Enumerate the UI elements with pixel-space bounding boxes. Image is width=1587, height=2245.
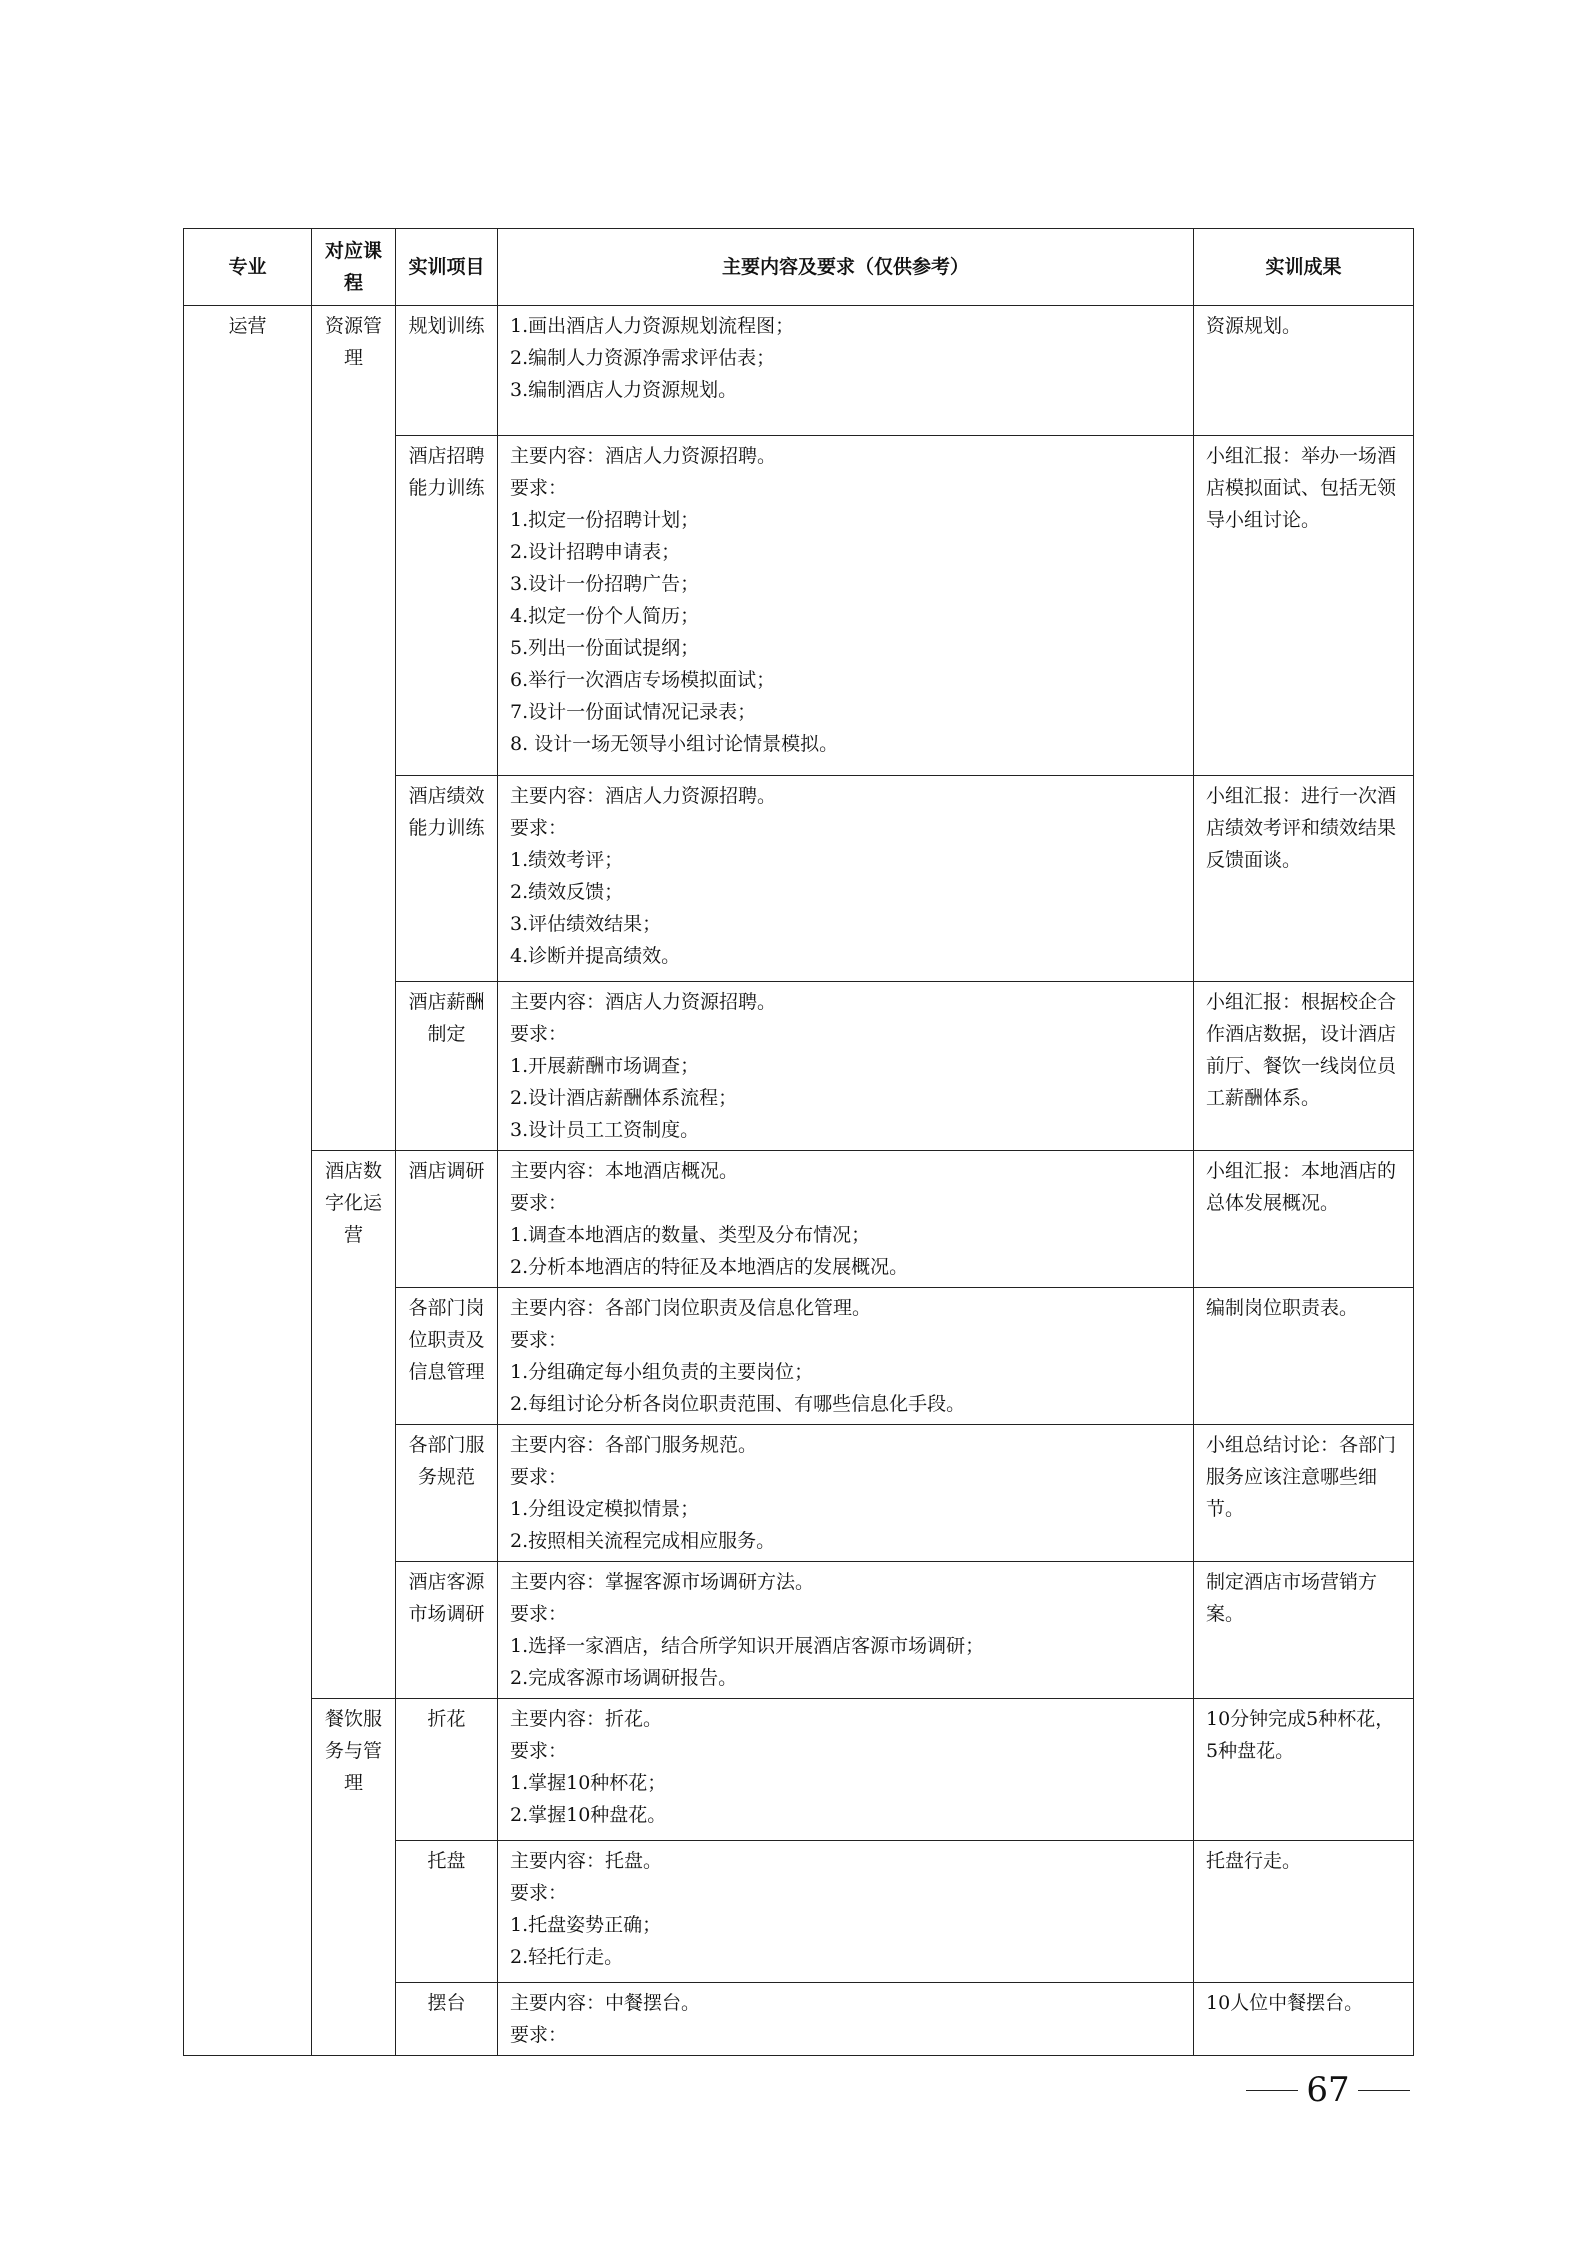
content-line: 2.设计酒店薪酬体系流程； (510, 1087, 738, 1109)
content-line: 1.调查本地酒店的数量、类型及分布情况； (510, 1224, 871, 1246)
result-cell: 10人位中餐摆台。 (1194, 1983, 1414, 2056)
content-cell (498, 1699, 1194, 1841)
project-cell: 酒店调研 (396, 1151, 498, 1288)
content-line: 2.轻托行走。 (510, 1946, 624, 1968)
result-cell: 小组汇报：进行一次酒店绩效考评和绩效结果反馈面谈。 (1194, 776, 1414, 982)
content-cell (498, 1288, 1194, 1425)
course-cell: 资源管理 (312, 306, 396, 1151)
content-line: 要求： (510, 1192, 568, 1214)
project-cell: 摆台 (396, 1983, 498, 2056)
content-line: 2.按照相关流程完成相应服务。 (510, 1530, 776, 1552)
content-line: 主要内容：本地酒店概况。 (510, 1160, 739, 1182)
content-line: 2.编制人力资源净需求评估表； (510, 347, 776, 369)
content-cell (498, 1151, 1194, 1288)
table-row (184, 1699, 1414, 1841)
content-line: 3.评估绩效结果； (510, 913, 662, 935)
content-cell (498, 776, 1194, 982)
content-line: 1.选择一家酒店，结合所学知识开展酒店客源市场调研； (510, 1635, 985, 1657)
result-cell: 小组汇报：根据校企合作酒店数据，设计酒店前厅、餐饮一线岗位员工薪酬体系。 (1194, 982, 1414, 1151)
project-cell: 折花 (396, 1699, 498, 1841)
project-cell: 酒店招聘能力训练 (396, 436, 498, 776)
content-line: 要求： (510, 1603, 568, 1625)
content-line: 1.分组确定每小组负责的主要岗位； (510, 1361, 814, 1383)
project-cell: 酒店绩效能力训练 (396, 776, 498, 982)
content-line: 1.分组设定模拟情景； (510, 1498, 700, 1520)
page-number-value: 67 (1306, 2070, 1350, 2110)
content-line: 2.设计招聘申请表； (510, 541, 681, 563)
page-number-left-dash (1246, 2090, 1298, 2091)
course-cell: 餐饮服务与管理 (312, 1699, 396, 2056)
project-cell: 托盘 (396, 1841, 498, 1983)
content-line: 要求： (510, 817, 568, 839)
result-cell: 小组总结讨论：各部门服务应该注意哪些细节。 (1194, 1425, 1414, 1562)
content-line: 8. 设计一场无领导小组讨论情景模拟。 (510, 733, 839, 755)
content-line: 1.画出酒店人力资源规划流程图； (510, 315, 795, 337)
header-content: 主要内容及要求（仅供参考） (498, 229, 1194, 306)
content-cell (498, 1983, 1194, 2056)
major-cell: 运营 (184, 306, 312, 2056)
header-project: 实训项目 (396, 229, 498, 306)
content-line: 2.完成客源市场调研报告。 (510, 1667, 738, 1689)
content-cell (498, 306, 1194, 436)
content-cell (498, 1425, 1194, 1562)
content-line: 4.诊断并提高绩效。 (510, 945, 681, 967)
content-line: 6.举行一次酒店专场模拟面试； (510, 669, 776, 691)
result-cell: 10分钟完成5种杯花，5种盘花。 (1194, 1699, 1414, 1841)
content-line: 3.设计一份招聘广告； (510, 573, 700, 595)
result-cell: 小组汇报：举办一场酒店模拟面试、包括无领导小组讨论。 (1194, 436, 1414, 776)
content-line: 主要内容：酒店人力资源招聘。 (510, 991, 777, 1013)
content-line: 2.分析本地酒店的特征及本地酒店的发展概况。 (510, 1256, 909, 1278)
content-line: 要求： (510, 477, 568, 499)
content-line: 要求： (510, 1740, 568, 1762)
content-line: 3.编制酒店人力资源规划。 (510, 379, 738, 401)
result-cell: 制定酒店市场营销方案。 (1194, 1562, 1414, 1699)
table-row (184, 1151, 1414, 1288)
content-line: 要求： (510, 2024, 568, 2046)
content-line: 5.列出一份面试提纲； (510, 637, 700, 659)
result-cell: 资源规划。 (1194, 306, 1414, 436)
content-line: 3.设计员工工资制度。 (510, 1119, 700, 1141)
content-line: 主要内容：酒店人力资源招聘。 (510, 445, 777, 467)
header-row (184, 229, 1414, 306)
content-line: 1.掌握10种杯花； (510, 1772, 667, 1794)
project-cell: 规划训练 (396, 306, 498, 436)
content-line: 2.掌握10种盘花。 (510, 1804, 667, 1826)
content-line: 4.拟定一份个人简历； (510, 605, 700, 627)
content-line: 2.每组讨论分析各岗位职责范围、有哪些信息化手段。 (510, 1393, 966, 1415)
content-line: 主要内容：各部门服务规范。 (510, 1434, 758, 1456)
project-cell: 酒店薪酬制定 (396, 982, 498, 1151)
content-line: 1.绩效考评； (510, 849, 624, 871)
content-line: 主要内容：中餐摆台。 (510, 1992, 701, 2014)
content-cell (498, 1562, 1194, 1699)
header-course: 对应课程 (312, 229, 396, 306)
training-table (183, 228, 1414, 2056)
content-line: 主要内容：各部门岗位职责及信息化管理。 (510, 1297, 872, 1319)
project-cell: 各部门岗位职责及信息管理 (396, 1288, 498, 1425)
content-line: 要求： (510, 1329, 568, 1351)
result-cell: 托盘行走。 (1194, 1841, 1414, 1983)
content-line: 1.开展薪酬市场调查； (510, 1055, 700, 1077)
content-line: 主要内容：酒店人力资源招聘。 (510, 785, 777, 807)
table-row (184, 306, 1414, 436)
page-number-right-dash (1358, 2090, 1410, 2091)
content-line: 1.托盘姿势正确； (510, 1914, 662, 1936)
header-major: 专业 (184, 229, 312, 306)
content-line: 要求： (510, 1466, 568, 1488)
page-number (1238, 2063, 1418, 2113)
content-line: 要求： (510, 1882, 568, 1904)
content-line: 1.拟定一份招聘计划； (510, 509, 700, 531)
content-line: 主要内容：掌握客源市场调研方法。 (510, 1571, 815, 1593)
content-line: 要求： (510, 1023, 568, 1045)
project-cell: 酒店客源市场调研 (396, 1562, 498, 1699)
content-cell (498, 436, 1194, 776)
content-line: 7.设计一份面试情况记录表； (510, 701, 757, 723)
result-cell: 小组汇报：本地酒店的总体发展概况。 (1194, 1151, 1414, 1288)
content-line: 主要内容：托盘。 (510, 1850, 663, 1872)
content-line: 主要内容：折花。 (510, 1708, 663, 1730)
header-result: 实训成果 (1194, 229, 1414, 306)
content-cell (498, 1841, 1194, 1983)
content-cell (498, 982, 1194, 1151)
project-cell: 各部门服务规范 (396, 1425, 498, 1562)
result-cell: 编制岗位职责表。 (1194, 1288, 1414, 1425)
content-line: 2.绩效反馈； (510, 881, 624, 903)
course-cell: 酒店数字化运营 (312, 1151, 396, 1699)
